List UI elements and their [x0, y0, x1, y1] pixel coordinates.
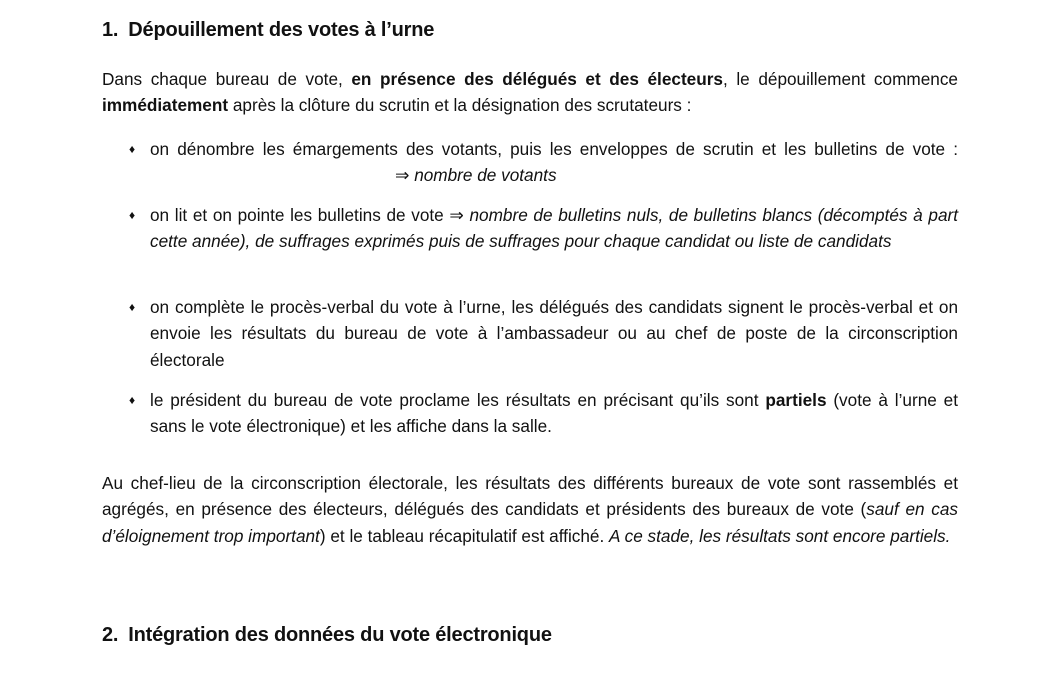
list-item: ♦ le président du bureau de vote proclame les résultats en précisant qu’ils sont partiels (vote à l’urne et sans le vote électronique) et les affiche dans la salle. [129, 390, 958, 437]
section-heading-2 [102, 624, 552, 647]
diamond-bullet-icon: ♦ [129, 393, 136, 407]
diamond-bullet-icon: ♦ [129, 208, 136, 222]
aggregation-paragraph: Au chef-lieu de la circonscription électorale, les résultats des différents bureaux de vote sont rassemblés et agrégés, en présence des électeurs, délégués des candidats et présidents des bureaux de vote (sauf en cas d’éloignement trop important) et le tableau récapitulatif est affiché. A ce stade, les résultats sont encore partiels. [102, 473, 958, 546]
section-heading-1 [102, 19, 434, 42]
diamond-bullet-icon: ♦ [129, 300, 136, 314]
list-item: ♦ on lit et on pointe les bulletins de vote ⇒ nombre de bulletins nuls, de bulletins blancs (décomptés à part cette année), de suffrages exprimés puis de suffrages pour chaque candidat ou liste de candidats [129, 205, 959, 252]
section-title: Dépouillement des votes à l’urne [128, 19, 435, 41]
list-item: ♦ on complète le procès-verbal du vote à l’urne, les délégués des candidats signent le procès-verbal et on envoie les résultats du bureau de vote à l’ambassadeur ou au chef de poste de la circonscription électorale [129, 297, 958, 370]
section-title: Intégration des données du vote électronique [128, 624, 552, 646]
list-item: ♦ on dénombre les émargements des votants, puis les enveloppes de scrutin et les bulletins de vote :⇒ nombre de votants [129, 139, 958, 186]
diamond-bullet-icon: ♦ [129, 142, 136, 156]
section-number: 1. [102, 19, 119, 41]
section-number: 2. [102, 624, 119, 646]
intro-paragraph: Dans chaque bureau de vote, en présence des délégués et des électeurs, le dépouillement commence immédiatement après la clôture du scrutin et la désignation des scrutateurs : [102, 69, 958, 116]
